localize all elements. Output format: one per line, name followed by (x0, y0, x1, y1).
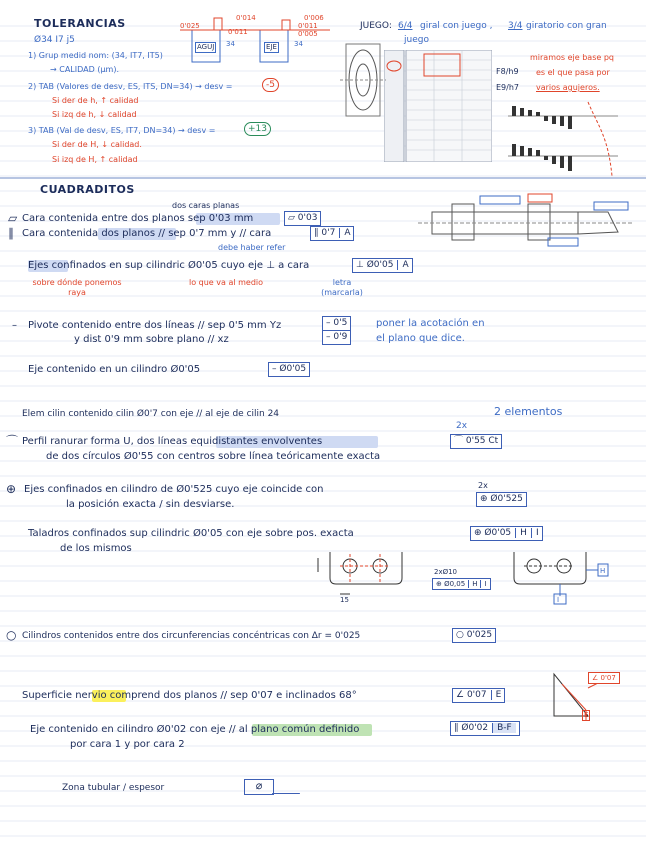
cuadraditos-title: CUADRADITOS (40, 183, 135, 196)
tolerance-frame-7 (450, 434, 502, 449)
eje-label: EJE (266, 43, 277, 51)
frame-7-symbol-icon: ⌒ (454, 436, 466, 446)
frame-10-value: 0'025 (466, 630, 493, 640)
tolerance-frame-10 (452, 628, 496, 643)
tolerance-frame-9 (470, 526, 543, 541)
cuadraditos-line-3: Ejes confinados en sup cilindric Ø0'05 cuyo eje ⊥ a cara (28, 260, 310, 271)
frame-4b-symbol-icon: – (326, 332, 334, 342)
annotation-2-elementos: 2 elementos (494, 405, 563, 418)
cuadraditos-line-4a: Pivote contenido entre dos líneas // sep 0'5 mm Yz (28, 320, 282, 331)
cuadraditos-line-9b: de los mismos (60, 543, 132, 554)
frame-11-ref: E (491, 690, 502, 700)
tol-item-2: 2) TAB (Valores de desv, ES, ITS, DN=34) → desv = (28, 82, 233, 91)
juego-text-d: juego (404, 35, 429, 45)
cuadraditos-line-7b: de dos círculos Ø0'55 con centros sobre línea teóricamente exacta (46, 451, 381, 462)
angle-drawing (548, 670, 630, 724)
zona-tubular-underline (272, 793, 300, 794)
position-symbol-icon: ⊕ (6, 482, 17, 496)
tolerancia-example: Ø34 I7 j5 (34, 35, 75, 45)
frame-4b-value: 0'9 (333, 332, 348, 342)
juego-fit-2: E9/h7 (496, 83, 519, 92)
juego-frac-2: 3/4 (508, 21, 523, 31)
juego-frac-1: 6/4 (398, 21, 413, 31)
tolerance-frame-2 (310, 226, 354, 241)
tolerancias-title: TOLERANCIAS (34, 17, 126, 30)
cuadraditos-line-8a: Ejes confinados en cilindro de Ø0'525 cuyo eje coincide con (24, 484, 324, 495)
angle-frame-value: 0'07 (600, 674, 616, 682)
cuadraditos-line-13: Zona tubular / espesor (62, 783, 165, 793)
juego-fit-1: F8/h9 (496, 67, 519, 76)
cuadraditos-line-4b: y dist 0'9 mm sobre plano // xz (74, 334, 229, 345)
fig-2x-label: 2xØ10 (434, 568, 458, 576)
frame-9-value: Ø0'05 (484, 528, 512, 538)
cuadraditos-line-8b: la posición exacta / sin desviarse. (66, 499, 235, 510)
tolerance-curve-sketch (498, 96, 624, 180)
annotation-lo-que-va: lo que va al medio (188, 278, 264, 287)
fit-table-figure (384, 50, 492, 162)
tol-item-3: 3) TAB (Val de desv, ES, IT7, DN=34) → desv = (28, 126, 216, 135)
angle-frame-symbol-icon: ∠ (592, 674, 601, 682)
cuadraditos-line-10: Cilindros contenidos entre dos circunferencias concéntricas con Δr = 0'025 (22, 631, 361, 641)
part-drawing-1-sketch (418, 192, 632, 252)
flatness-symbol-icon: ▱ (8, 211, 18, 225)
fig-dim-15: 15 (340, 596, 349, 604)
tolerance-frame-3 (352, 258, 413, 273)
cuadraditos-line-7a: Perfil ranurar forma U, dos líneas equidistantes envolventes (22, 436, 323, 447)
tol-item-2-value: -5 (262, 78, 279, 92)
frame-5-value: Ø0'05 (279, 364, 307, 374)
frame-12-ref: B-F (492, 723, 516, 733)
frame-9-symbol-icon: ⊕ (474, 528, 485, 538)
frame-2-symbol-icon: ∥ (314, 228, 322, 238)
annotation-sobre: sobre dónde ponemos raya (32, 278, 122, 297)
tol-item-3-b: Si izq de H, ↑ calidad (52, 155, 138, 164)
tol-item-1-sub: → CALIDAD (µm). (50, 65, 119, 74)
parallel-symbol-icon: ∥ (8, 226, 14, 240)
frame-2-value: 0'7 (321, 228, 336, 238)
tolerance-frame-4a (322, 316, 351, 331)
frame-2-ref: A (339, 228, 350, 238)
cuadraditos-line-12a: Eje contenido en cilindro Ø0'02 con eje // al plano común definido (30, 724, 360, 735)
angle-frame-ref: E (584, 711, 589, 719)
juego-note-2: es el que pasa por (536, 68, 610, 77)
juego-text-c: giratorio con gran (526, 21, 607, 31)
juego-note-1: miramos eje base pq (530, 53, 614, 62)
frame-12-value: Ø0'02 (461, 723, 489, 733)
frame-4a-value: 0'5 (333, 318, 348, 328)
juego-label: JUEGO: (360, 21, 392, 31)
annotation-letra: letra (marcarla) (321, 278, 363, 297)
holes-drawing-sketch (310, 548, 632, 606)
frame-10-symbol-icon: ○ (456, 630, 467, 640)
zona-tubular-symbol-icon: ⌀ (244, 779, 274, 795)
note-4a: poner la acotación en (376, 318, 485, 329)
tol-value-2: 0'025 (180, 22, 200, 30)
dash-bullet: – (12, 320, 17, 331)
annotation-2x-b: 2x (478, 481, 488, 490)
annotation-2x: 2x (456, 421, 468, 431)
frame-9-ref-2: I (531, 528, 539, 538)
tol-item-2-b: Si izq de h, ↓ calidad (52, 110, 137, 119)
fig-frame-ref-2: I (480, 580, 486, 588)
frame-12-symbol-icon: ∥ (454, 723, 462, 733)
aguj-label: AGUJ (197, 43, 215, 51)
angle-frame (588, 672, 620, 684)
juego-note-3: varios agujeros. (536, 83, 600, 92)
tol-value-1: 0'014 (236, 14, 256, 22)
annotation-dos-caras: dos caras planas (172, 201, 240, 210)
tol-value-5: 0'011 (298, 22, 318, 30)
tolerance-frame-5 (268, 362, 310, 377)
cuadraditos-line-1: Cara contenida entre dos planos sep 0'03 mm (22, 213, 254, 224)
tol-value-3: 0'011 (228, 28, 248, 36)
frame-8-value: Ø0'525 (490, 494, 523, 504)
frame-7-value: 0'55 Ct (465, 436, 499, 446)
juego-text-b: giral con juego , (420, 21, 493, 31)
aguj-num: 34 (226, 40, 235, 48)
cuadraditos-line-2: Cara contenida dos planos // sep 0'7 mm y // cara (22, 228, 272, 239)
frame-11-value: 0'07 (466, 690, 487, 700)
frame-11-symbol-icon: ∠ (456, 690, 467, 700)
frame-9-ref-1: H (515, 528, 527, 538)
tolerance-frame-12 (450, 721, 520, 736)
tol-item-3-a: Si der de H, ↓ calidad. (52, 140, 142, 149)
fig-frame-symbol-icon: ⊕ (436, 580, 445, 588)
tol-value-4: 0'006 (304, 14, 324, 22)
tol-value-6: 0'005 (298, 30, 318, 38)
fig-frame-value: Ø0,05 (444, 580, 466, 588)
frame-1-symbol-icon: ▱ (288, 213, 298, 223)
frame-3-ref: A (397, 260, 408, 270)
part-drawing-1 (418, 192, 632, 252)
tolerance-frame-11 (452, 688, 505, 703)
frame-4a-symbol-icon: – (326, 318, 334, 328)
tolerance-zone-diagram (180, 12, 330, 72)
frame-3-symbol-icon: ⊥ (356, 260, 367, 270)
annotation-refer: debe haber refer (218, 243, 286, 252)
frame-3-value: Ø0'05 (366, 260, 394, 270)
fig-ref-h: H (600, 567, 606, 575)
fig-tolerance-frame (432, 578, 491, 590)
cuadraditos-line-9a: Taladros confinados sup cilindric Ø0'05 con eje sobre pos. exacta (28, 528, 354, 539)
frame-8-symbol-icon: ⊕ (480, 494, 491, 504)
cylindricity-symbol-icon: ○ (6, 628, 17, 642)
tol-item-1: 1) Grup medid nom: (34, IT7, IT5) (28, 51, 163, 60)
cuadraditos-line-12b: por cara 1 y por cara 2 (70, 739, 185, 750)
fit-table-sketch (384, 50, 492, 162)
cuadraditos-line-11: Superficie nervio comprend dos planos // sep 0'07 e inclinados 68° (22, 690, 357, 701)
tol-item-3-value: +13 (244, 122, 271, 136)
tolerance-frame-8 (476, 492, 527, 507)
tolerance-frame-1 (284, 211, 321, 226)
tolerance-frame-4b (322, 330, 351, 345)
tolerance-curve-figure (498, 96, 624, 180)
bearing-figure (340, 34, 386, 126)
cuadraditos-line-5: Eje contenido en un cilindro Ø0'05 (28, 364, 201, 375)
cuadraditos-line-6: Elem cilin contenido cilin Ø0'7 con eje // al eje de cilin 24 (22, 409, 280, 419)
tol-item-2-a: Si der de h, ↑ calidad (52, 96, 139, 105)
fig-frame-ref-1: H (468, 580, 477, 588)
note-4b: el plano que dice. (376, 333, 465, 344)
bearing-sketch (340, 34, 386, 126)
frame-5-symbol-icon: – (272, 364, 280, 374)
eje-num: 34 (294, 40, 303, 48)
holes-drawing (310, 548, 632, 606)
profile-line-symbol-icon: ⌒ (6, 434, 19, 448)
fig-ref-i: I (557, 596, 560, 604)
frame-1-value: 0'03 (297, 213, 318, 223)
